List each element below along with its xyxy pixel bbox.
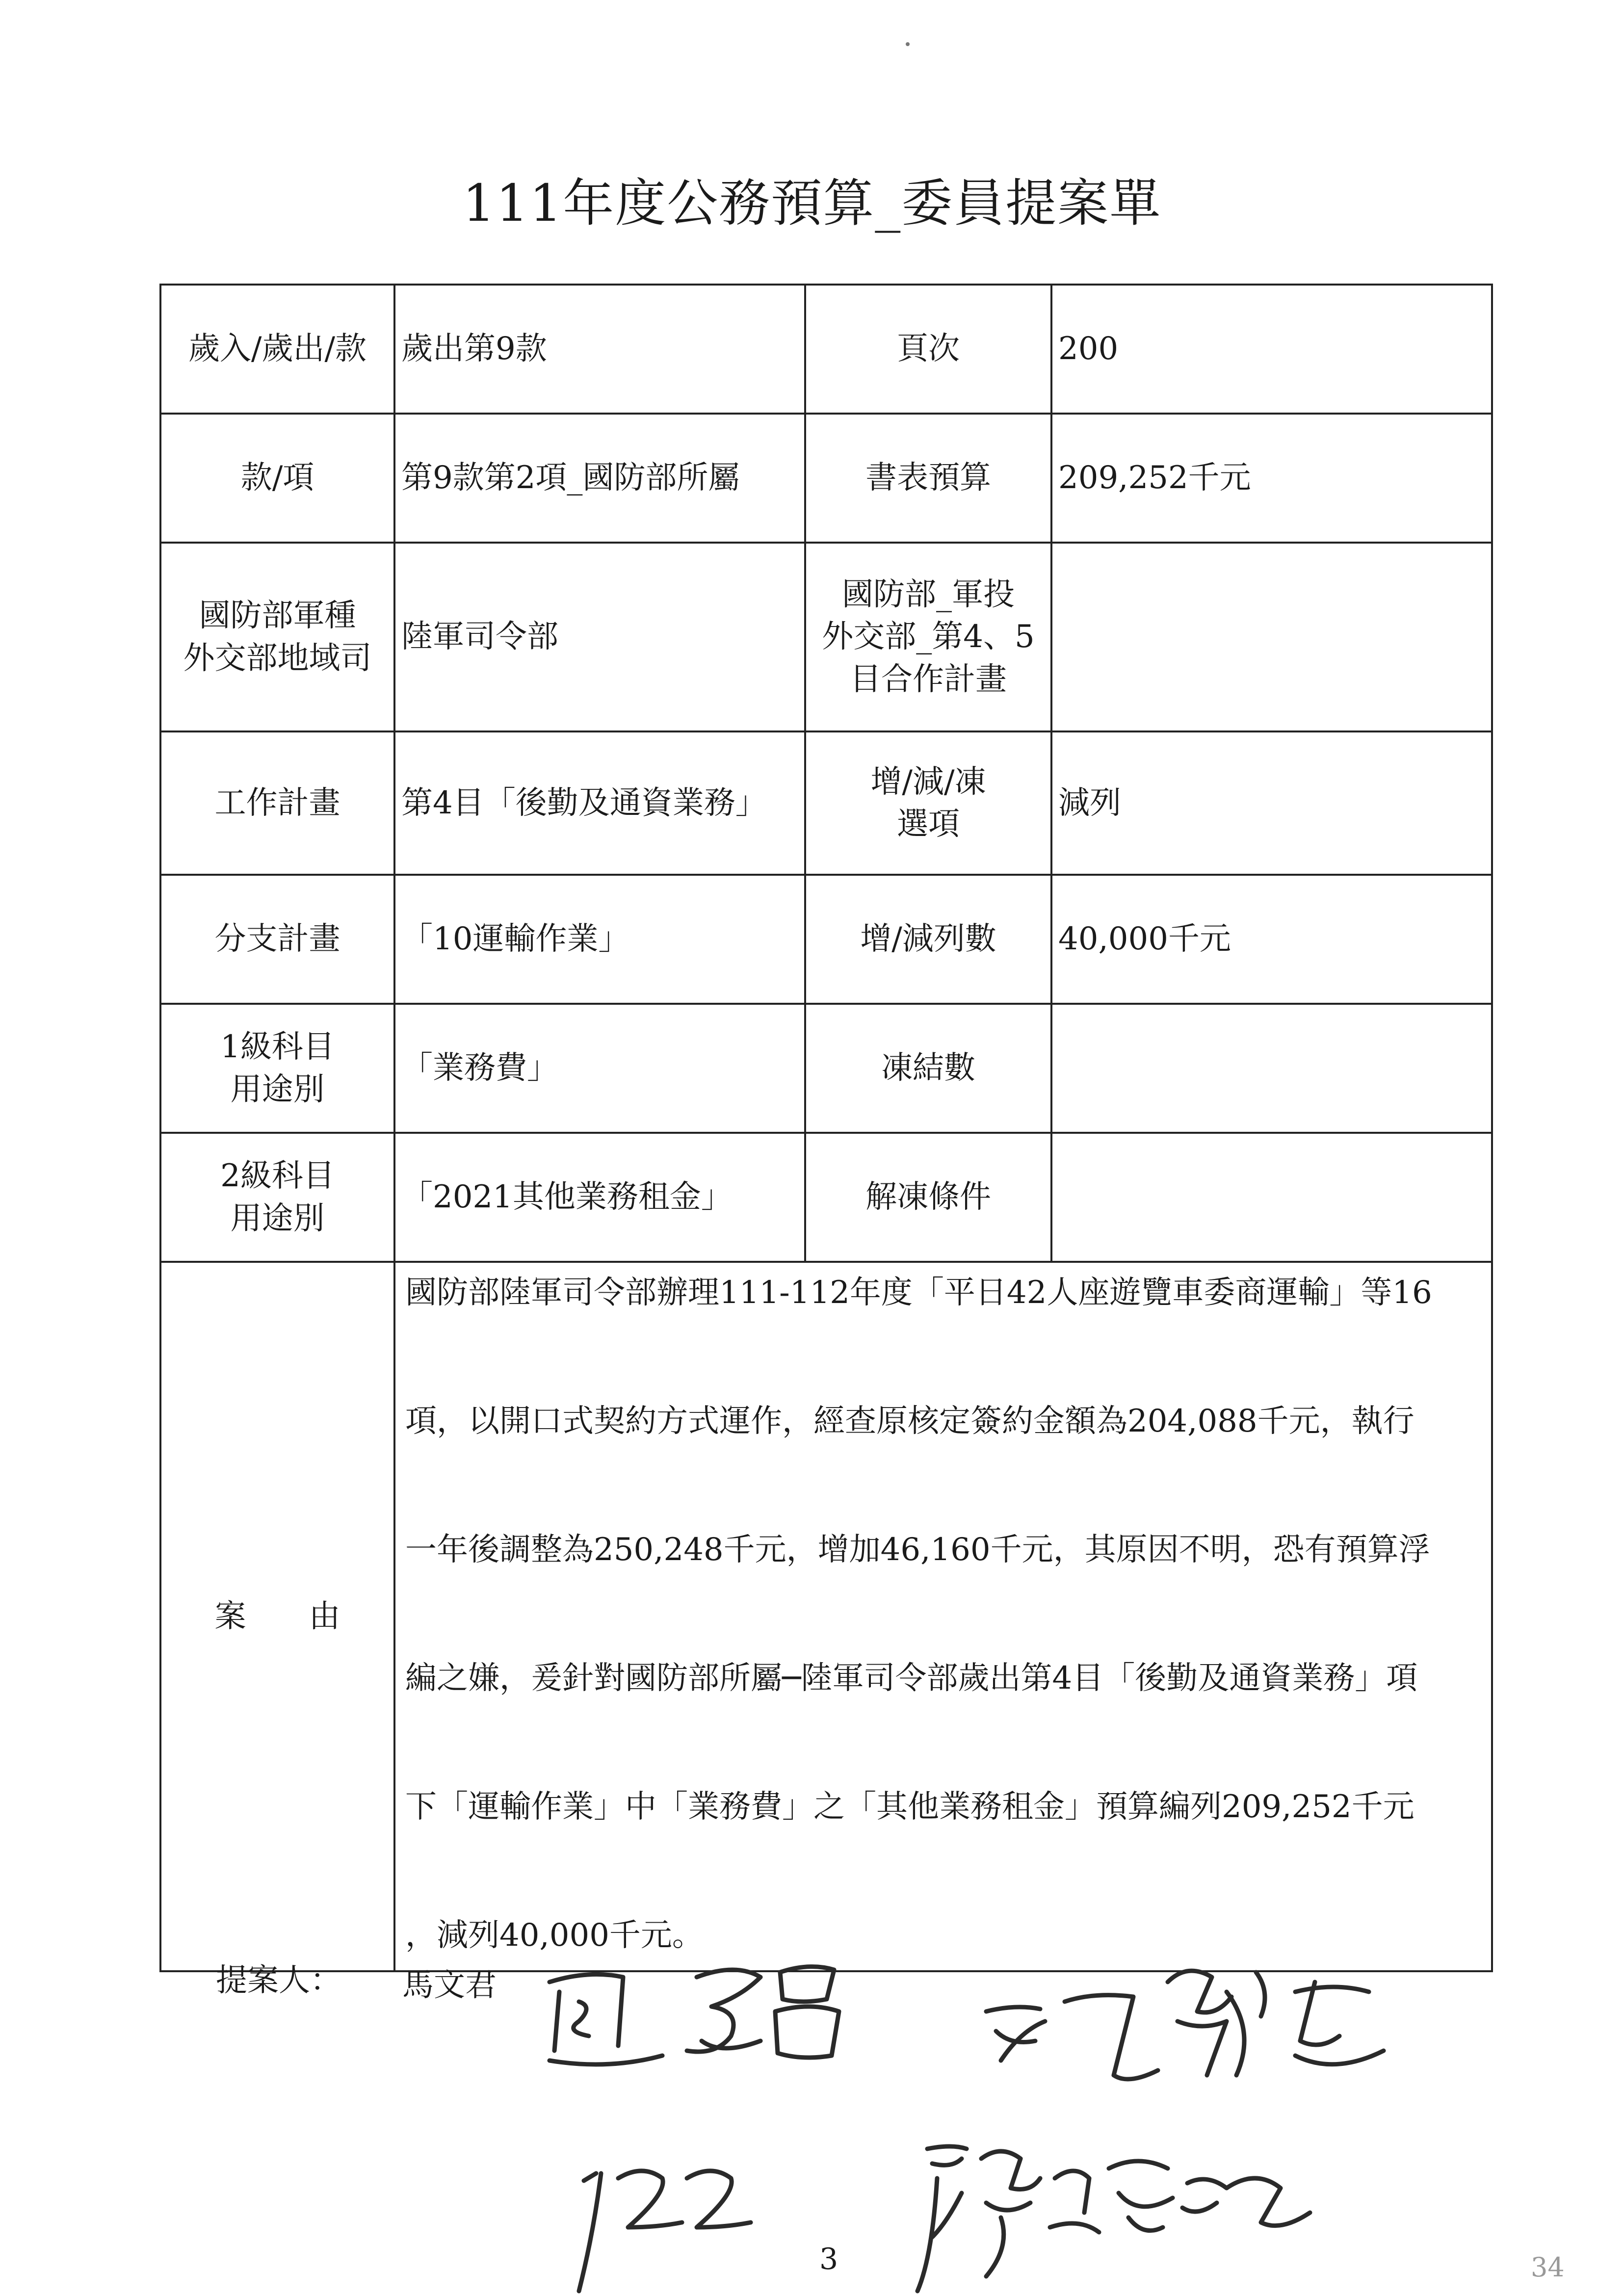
label-cooperation-plan-line1: 國防部_軍投 [842,576,1015,613]
value-branch-plan: 「10運輸作業」 [394,875,805,1004]
reason-line: 項，以開口式契約方式運作，經查原核定簽約金額為204,088千元，執行 [405,1403,1414,1439]
value-level1-subject: 「業務費」 [394,1004,805,1133]
label-adjust-amount: 增/減列數 [805,875,1051,1004]
signature-stroke [1065,1995,1158,2079]
label-cooperation-plan-line3: 目合作計畫 [850,661,1007,698]
label-level2-subject-line2: 用途別 [230,1200,325,1237]
signature-stroke [775,1967,839,2058]
reason-line: ，減列40,000千元。 [405,1917,704,1954]
label-adjust-option-line2: 選項 [897,806,960,842]
signature-stroke [579,2173,601,2291]
signature-stroke [1050,2171,1099,2232]
label-book-budget: 書表預算 [805,414,1051,543]
signature-stroke [1295,1982,1384,2064]
value-book-budget: 209,252千元 [1051,414,1492,543]
label-page: 頁次 [805,285,1051,414]
page-title: 111年度公務預算_委員提案單 [462,173,1162,233]
signature-stroke [687,1970,760,2052]
label-department-line1: 國防部軍種 [199,598,356,634]
value-adjust-amount: 40,000千元 [1051,875,1492,1004]
label-freeze-amount: 凍結數 [805,1004,1051,1133]
value-department: 陸軍司令部 [394,543,805,731]
label-adjust-option-line1: 增/減/凍 [870,763,986,800]
label-unfreeze-condition: 解凍條件 [805,1133,1051,1262]
value-work-plan: 第4目「後勤及通資業務」 [394,731,805,875]
signature-stroke [986,2007,1045,2061]
signature-stroke [1182,2178,1310,2226]
reason-line: 編之嫌，爰針對國防部所屬─陸軍司令部歲出第4目「後勤及通資業務」項 [405,1660,1418,1696]
label-work-plan: 工作計畫 [160,731,394,875]
signature-stroke [550,1974,662,2064]
proposer-name: 馬文君 [402,1967,497,2004]
proposer-label: 提案人： [216,1962,341,1999]
reason-line: 一年後調整為250,248千元，增加46,160千元，其原因不明，恐有預算浮 [405,1532,1430,1568]
value-adjust-option: 減列 [1051,731,1492,875]
value-page: 200 [1051,285,1492,414]
signature-stroke [981,2151,1040,2276]
label-cooperation-plan-line2: 外交部_第4、5 [822,619,1035,655]
signature-stroke [687,2171,751,2227]
value-level2-subject: 「2021其他業務租金」 [394,1133,805,1262]
label-level1-subject-line2: 用途別 [230,1071,325,1108]
label-level1-subject-line1: 1級科目 [220,1029,335,1066]
label-department-line2: 外交部地域司 [183,640,372,677]
signature-stroke [1168,1971,1265,2075]
margin-note: 34 [1531,2252,1565,2283]
signature-stroke [1109,2161,1173,2231]
reason-line: 國防部陸軍司令部辦理111-112年度「平日42人座遊覽車委商運輸」等16 [405,1275,1432,1311]
label-level2-subject-line1: 2級科目 [220,1158,335,1195]
value-account-type: 歲出第9款 [394,285,805,414]
value-section: 第9款第2項_國防部所屬 [394,414,805,543]
label-reason: 案 由 [160,1262,394,1971]
label-branch-plan: 分支計畫 [160,875,394,1004]
label-account-type: 歲入/歲出/款 [160,285,394,414]
signature-stroke [917,2146,967,2291]
signature-stroke [618,2171,682,2227]
label-section: 款/項 [160,414,394,543]
page-number: 3 [819,2242,838,2276]
reason-line: 下「運輸作業」中「業務費」之「其他業務租金」預算編列209,252千元 [405,1789,1414,1825]
